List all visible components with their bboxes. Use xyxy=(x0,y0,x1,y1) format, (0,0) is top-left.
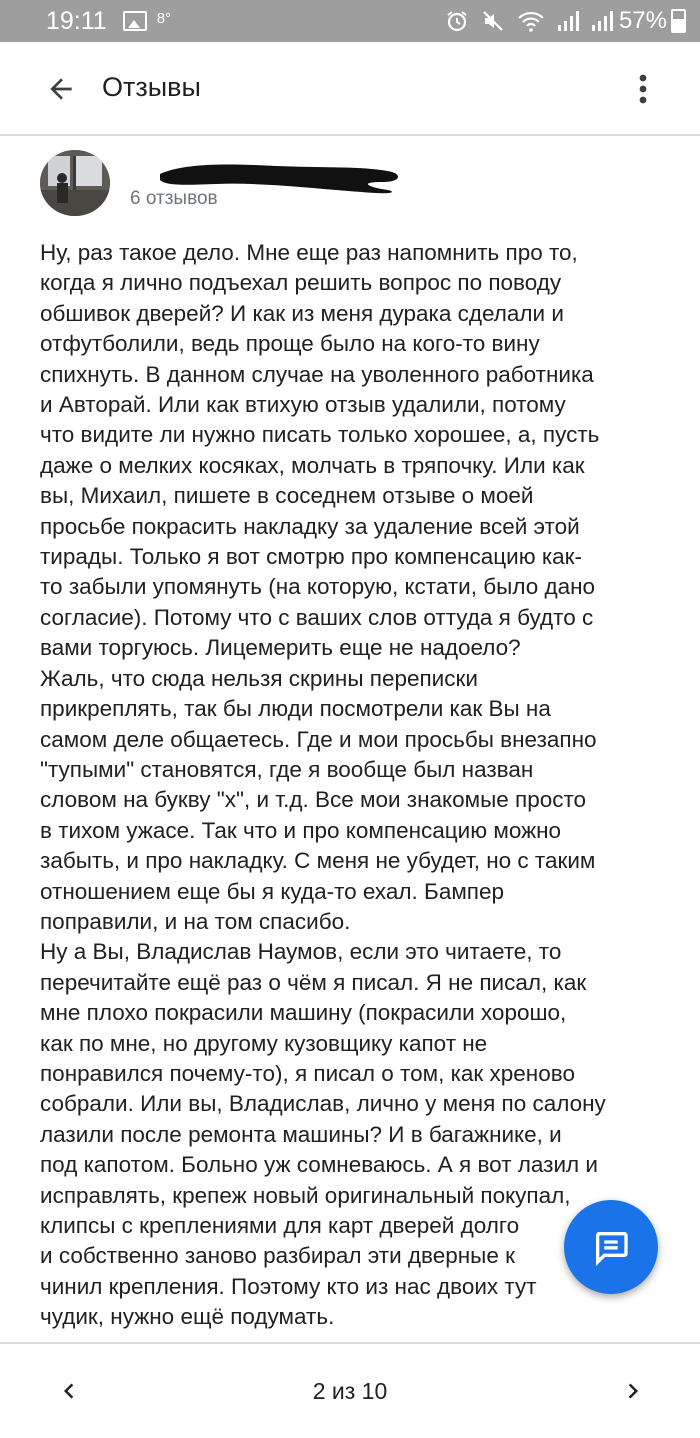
chevron-right-icon xyxy=(618,1376,648,1406)
gallery-icon xyxy=(123,11,147,31)
alarm-icon xyxy=(445,9,469,33)
mute-icon xyxy=(481,9,505,33)
more-vert-icon xyxy=(638,73,648,105)
status-temperature: 8° xyxy=(156,9,172,27)
pagination-bar xyxy=(0,1342,700,1438)
status-time: 19:11 xyxy=(46,6,107,35)
battery-percent: 57% xyxy=(618,7,667,34)
page-title: Отзывы xyxy=(102,72,201,102)
back-button[interactable] xyxy=(38,66,84,112)
battery-icon xyxy=(671,9,686,33)
arrow-back-icon xyxy=(45,73,77,105)
more-options-button[interactable] xyxy=(628,66,658,112)
reply-message-icon xyxy=(591,1227,631,1267)
avatar[interactable] xyxy=(40,150,110,216)
signal-icon xyxy=(557,10,579,32)
reply-button[interactable] xyxy=(564,1200,658,1294)
review-text: Ну, раз такое дело. Мне еще раз напомнить про то, когда я лично подъехал решить вопрос по поводу обшивок дверей? И как из меня дурака сделали и отфутболили, ведь проще было на кого-то вину спихнуть. В данном случае на уволенного работника и Авторай. Или как втихую отзыв удалили, потому что видите ли нужно писать только хорошее, а, пусть даже о мелких косяках, молчать в тряпочку. Или как вы, Михаил, пишете в соседнем отзыве о моей просьбе покрасить накладку за удаление всей этой тирады. Только я вот смотрю про компенсацию как- то забыли упомянуть (на которую, кстати, было дано согласие). Потому что с ваших слов оттуда я будто с вами торгуюсь. Лицемерить еще не надоело? Жаль, что сюда нельзя скрины переписки прикреплять, так бы люди посмотрели как Вы на самом деле общаетесь. Где и мои просьбы внезапно "тупыми" становятся, где я вообще был назван словом на букву "х", и т.д. Все мои знакомые просто в тихом ужасе. Так что и про компенсацию можно забыть, и про накладку. С меня не убудет, но с таким отношением еще бы я куда-то ехал. Бампер поправили, и на том спасибо. Ну а Вы, Владислав Наумов, если это читаете, то перечитайте ещё раз о чём я писал. Я не писал, как мне плохо покрасили машину (покрасили хорошо, как по мне, но другому кузовщику капот не понравился почему-то), я писал о том, как хреново собрали. Или вы, Владислав, лично у меня по салону лазили после ремонта машины? И в багажнике, и под капотом. Больно уж сомневаюсь. А я вот лазил и исправлять, крепеж новый оригинальный покупал, клипсы с креплениями для карт дверей долго и собственно заново разбирал эти дверные к чинил крепления. Поэтому кто из нас двоих тут чудик, нужно ещё подумать. xyxy=(40,240,606,1330)
status-bar xyxy=(0,0,700,42)
signal-icon xyxy=(591,10,613,32)
author-review-count: 6 отзывов xyxy=(130,188,218,209)
app-bar xyxy=(0,42,700,136)
page-indicator: 2 из 10 xyxy=(312,1378,388,1404)
review-author xyxy=(40,150,660,220)
wifi-icon xyxy=(517,9,545,33)
next-review-button[interactable] xyxy=(610,1368,656,1414)
